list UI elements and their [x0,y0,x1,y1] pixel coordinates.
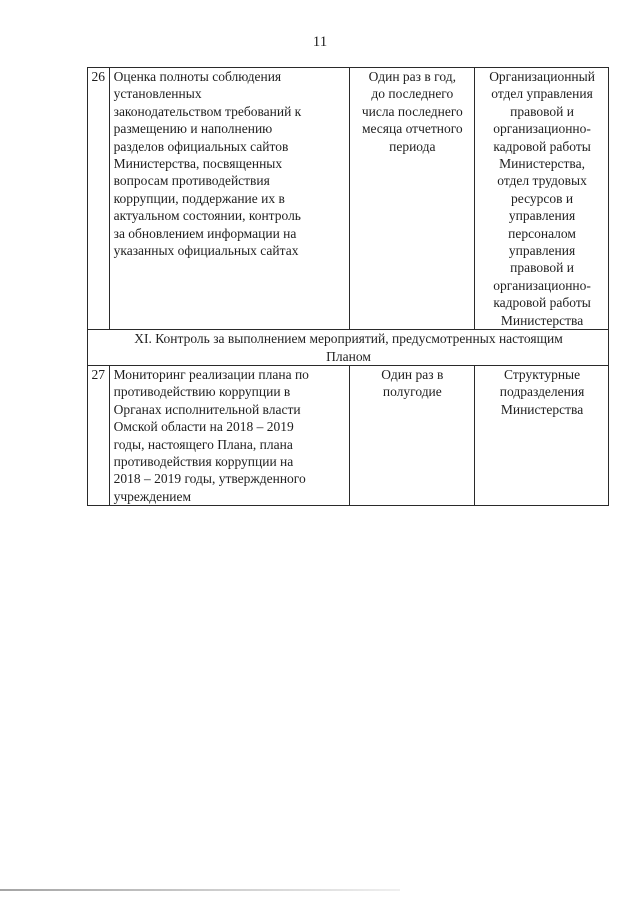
row-number: 26 [88,68,110,330]
measure-responsible: Организационный отдел управления правовой и организационно- кадровой работы Министерства, отдел трудовых ресурсов и управления персоналом управления правовой и организационно- кадровой работы Министерства [475,68,609,330]
measure-responsible: Структурные подразделения Министерства [475,365,609,505]
measure-description: Мониторинг реализации плана по противодействию коррупции в Органах исполнительной власти Омской области на 2018 – 2019 годы, настоящего Плана, плана противодействия коррупции на 2018 – 2019 годы, утвержденного учреждением [109,365,349,505]
measures-table [87,67,609,506]
table-row [88,68,609,330]
measure-timing: Один раз в полугодие [349,365,475,505]
page-number: 11 [312,34,328,50]
table-row [88,365,609,505]
scan-edge-line [0,889,400,891]
section-row [88,330,609,366]
measure-description: Оценка полноты соблюдения установленных законодательством требований к размещению и наполнению разделов официальных сайтов Министерства, посвященных вопросам противодействия коррупции, поддержание их в актуальном состоянии, контроль за обновлением информации на указанных официальных сайтах [109,68,349,330]
row-number: 27 [88,365,110,505]
measure-timing: Один раз в год, до последнего числа последнего месяца отчетного периода [349,68,475,330]
section-heading: XI. Контроль за выполнением мероприятий, предусмотренных настоящим Планом [88,330,609,366]
